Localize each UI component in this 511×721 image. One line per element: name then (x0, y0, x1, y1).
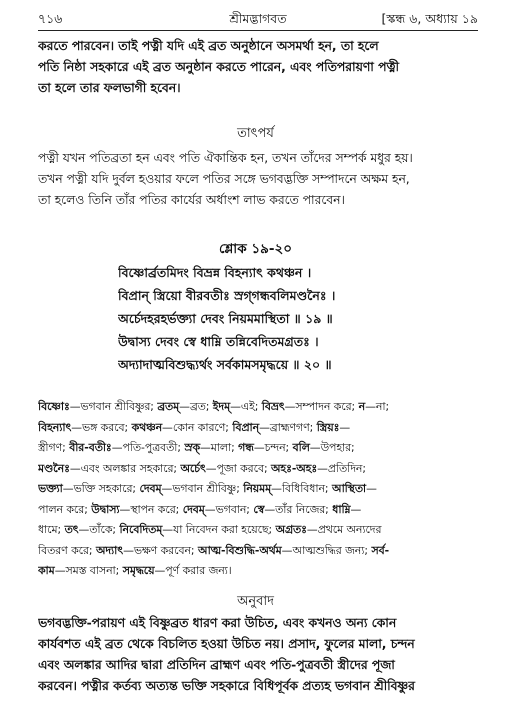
term-meaning: —তাঁকে; (78, 523, 120, 536)
sanskrit-term: ন (358, 400, 366, 413)
term-meaning: —উপহার; (309, 441, 355, 454)
sanskrit-term: স্ত্রিয়ঃ (316, 420, 340, 434)
intro-line: পতি নিষ্ঠা সহকারে এই ব্রত অনুষ্ঠান করতে পারেন, এবং পতিপরায়ণা পত্নী (38, 60, 399, 74)
term-meaning: —ব্রাহ্মণগণ; (259, 420, 317, 434)
term-meaning: —ভগবান; (204, 502, 254, 516)
sanskrit-term: ভক্ত্যা (38, 482, 63, 495)
purport-line: পত্নী যখন পতিব্রতা হন এবং পতি ঐকান্তিক হন, তখন তাঁদের সম্পর্ক মধুর হয়। (38, 151, 413, 165)
sanskrit-term: নিবেদিতম্ (119, 523, 163, 536)
term-meaning: —এই; (230, 400, 262, 413)
page-number: ৭১৬ (38, 11, 63, 26)
sanskrit-term: বিভ্রৎ (261, 400, 285, 413)
verse-line: অদ্যাদাত্মবিশুদ্ধ্যর্থং সর্বকামসমৃদ্ধয়ে ॥ ২০ ॥ (118, 357, 332, 372)
term-meaning: স্ত্রীগণ; (38, 441, 70, 454)
synonym-line (38, 438, 478, 459)
term-meaning: —পতি-পুত্রবতী; (111, 441, 185, 454)
sanskrit-term: অগ্রতঃ (275, 523, 307, 536)
term-meaning: —প্রথমে অন্যদের (306, 523, 382, 536)
synonym-line (38, 459, 478, 480)
sanskrit-term: দেবম্ (182, 502, 205, 516)
verse-line: বিষ্ণোর্ব্রতমিদং বিভ্রন্ন বিহন্যাৎ কথঞ্চন । (118, 265, 312, 280)
term-meaning: ধামে; (38, 523, 65, 536)
sanskrit-term: দেবম্ (139, 482, 162, 495)
sanskrit-term: স্রক্ (184, 441, 200, 454)
book-title: শ্রীমদ্ভাগবত (229, 11, 287, 26)
term-meaning: —ভগবান শ্রীবিষ্ণুর; (69, 400, 158, 413)
translation-line: কার্যবশত এই ব্রত থেকে বিচলিত হওয়া উচিত নয়। প্রসাদ, ফুলের মালা, চন্দন (38, 637, 415, 651)
verse-line: উদ্বাস্য দেবং স্বে ধাম্নি তন্নিবেদিতমগ্রতঃ । (118, 334, 319, 349)
term-meaning: পালন করে; (38, 502, 92, 516)
synonym-line (38, 561, 478, 582)
term-meaning: —ভঙ্গ করবে; (71, 420, 132, 434)
term-meaning: —তাঁর নিজের; (264, 502, 333, 516)
term-meaning: —পূজা করবে; (205, 461, 272, 475)
translation-line: এবং অলঙ্কার আদির দ্বারা প্রতিদিন ব্রাহ্মণ এবং পতি-পুত্রবতী স্ত্রীদের পূজা (38, 658, 395, 672)
intro-paragraph (38, 36, 478, 99)
term-meaning: —স্থাপন করে; (119, 502, 183, 516)
term-meaning: বিতরণ করে; (38, 543, 96, 557)
term-meaning: —চন্দন; (253, 441, 293, 454)
verse-heading: শ্লোক ১৯-২০ (218, 241, 293, 257)
translation-paragraph (38, 613, 478, 697)
term-meaning: —সম্পাদন করে; (284, 400, 359, 413)
term-meaning: —ভক্তি সহকারে; (62, 482, 140, 495)
translation-line: করবেন। পত্নীর কর্তব্য অত্যন্ত ভক্তি সহকারে বিধিপূর্বক প্রত্যহ ভগবান শ্রীবিষ্ণুর (38, 679, 415, 693)
sanskrit-term: আস্থিতা (332, 482, 367, 495)
translation-heading: অনুবাদ (237, 594, 274, 609)
sanskrit-term: মণ্ডনৈঃ (38, 461, 70, 475)
purport-paragraph (38, 148, 478, 211)
purport-line: তা হলেও তিনি তাঁর পতির কার্যের অর্ধাংশ লাভ করতে পারবেন। (38, 193, 345, 207)
term-meaning: — (339, 420, 351, 434)
running-header (38, 8, 478, 30)
intro-line: তা হলে তার ফলভাগী হবেন। (38, 81, 181, 95)
term-meaning: —এবং অলঙ্কার সহকারে; (69, 461, 181, 475)
synonym-line (38, 418, 478, 439)
word-for-word-synonyms (38, 397, 478, 582)
term-meaning: —পূর্ণ করার জন্য। (154, 564, 232, 577)
verse-line: অর্চেদহরহর্ভক্ত্যা দেবং নিয়মমাস্থিতা ॥ ১৯ ॥ (118, 311, 333, 326)
synonym-line (38, 397, 478, 418)
translation-line: ভগবদ্ভক্তি-পরায়ণ এই বিষ্ণুব্রত ধারণ করা উচিত, এবং কখনও অন্য কোন (38, 616, 397, 630)
sanskrit-term: নিয়মম্ (243, 482, 272, 495)
term-meaning: —আত্মশুদ্ধির জন্য; (281, 543, 372, 557)
verse-line: বিপ্রান্ স্ত্রিয়ো বীরবতীঃ স্রগ্‌গন্ধবলিমণ্ডনৈঃ । (118, 288, 336, 303)
sanskrit-term: স্বে (253, 502, 265, 516)
sanskrit-term: বিহন্যাৎ (38, 420, 72, 434)
term-meaning: —মালা; (200, 441, 239, 454)
sanskrit-term: কথঞ্চন (131, 420, 163, 434)
sanskrit-term: সর্ব- (371, 543, 390, 557)
sanskrit-term: বীর-বতীঃ (69, 441, 112, 454)
header-divider (38, 30, 478, 31)
term-meaning: — (366, 482, 377, 495)
term-meaning: —না; (365, 400, 390, 413)
sanskrit-term: সমৃদ্ধয়ে (122, 564, 155, 577)
term-meaning: —সমস্ত বাসনা; (54, 564, 123, 577)
sanskrit-term: ব্রতম্ (157, 400, 180, 413)
synonym-line (38, 541, 478, 562)
sanskrit-term: বিপ্রান্ (232, 420, 260, 434)
sanskrit-term: বিষ্ণোঃ (38, 400, 70, 413)
synonym-line (38, 479, 478, 500)
term-meaning: —কোন কারণে; (162, 420, 233, 434)
purport-line: তখন পত্নী যদি দুর্বল হওয়ার ফলে পতির সঙ্গে ভগবদ্ভক্তি সম্পাদনে অক্ষম হন, (38, 172, 410, 186)
sanskrit-term: উদ্বাস্য (91, 502, 120, 516)
term-meaning: —ভক্ষণ করবেন; (123, 543, 198, 557)
term-meaning: — (350, 502, 362, 516)
purport-heading: তাৎপর্য (237, 126, 274, 141)
sanskrit-term: অর্চেৎ (180, 461, 206, 475)
intro-line: করতে পারবেন। তাই পত্নী যদি এই ব্রত অনুষ্ঠানে অসমর্থা হন, তা হলে (38, 39, 379, 53)
chapter-reference: [স্কন্ধ ৬, অধ্যায় ১৯ (381, 11, 478, 26)
term-meaning: —যা নিবেদন করা হয়েছে; (162, 523, 276, 536)
term-meaning: —ভগবান শ্রীবিষ্ণু; (161, 482, 244, 495)
synonym-line (38, 500, 478, 521)
sanskrit-term: বলি (292, 441, 310, 454)
term-meaning: —ব্রত; (179, 400, 213, 413)
sanskrit-term: ইদম্ (212, 400, 231, 413)
sanskrit-term: ধাম্নি (332, 502, 351, 516)
sanskrit-term: আত্ম-বিশুদ্ধি-অর্থম (197, 543, 282, 557)
sanskrit-term: কাম (38, 564, 55, 577)
sanskrit-term: গন্ধ (238, 441, 254, 454)
sanskrit-term: অদ্যাৎ (96, 543, 124, 557)
sanskrit-term: তৎ (64, 523, 79, 536)
synonym-line (38, 520, 478, 541)
sanskrit-term: অহঃ-অহঃ (271, 461, 318, 475)
sanskrit-verse (118, 261, 478, 376)
term-meaning: —বিধিবিধান; (271, 482, 332, 495)
term-meaning: —প্রতিদিন; (317, 461, 366, 475)
